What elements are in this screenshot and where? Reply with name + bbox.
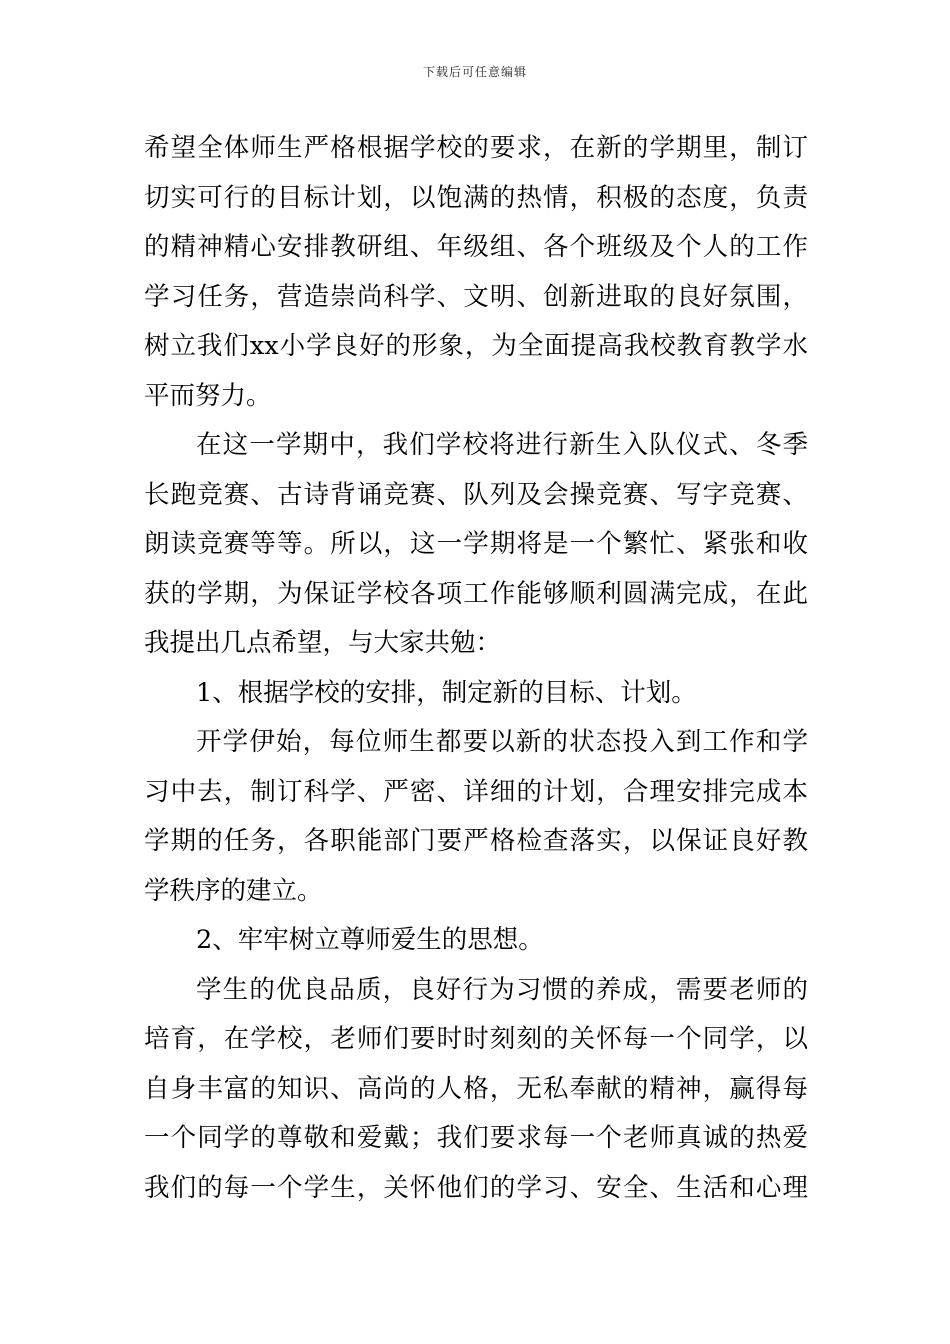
document-body [144, 124, 808, 1213]
page-header: 下载后可任意编辑 [422, 65, 527, 79]
paragraph-first-line: 开学伊始，每位师生都要以新的状态投入到工作和学 [196, 727, 808, 757]
section-heading-2: 2、牢牢树立尊师爱生的思想。 [196, 925, 544, 955]
text-line: 习中去，制订科学、严密、详细的计划，合理安排完成本 [144, 776, 808, 807]
text-line: 学期的任务，各职能部门要严格检查落实，以保证良好教 [144, 826, 808, 856]
text-line: 朗读竞赛等等。所以，这一学期将是一个繁忙、紧张和收 [144, 529, 808, 559]
text-line: 树立我们xx小学良好的形象，为全面提高我校教育教学水 [144, 331, 808, 361]
text-line: 我提出几点希望，与大家共勉： [144, 628, 502, 658]
text-line: 平而努力。 [144, 380, 272, 411]
text-line: 切实可行的目标计划，以饱满的热情，积极的态度，负责 [144, 182, 808, 213]
text-line: 希望全体师生严格根据学校的要求，在新的学期里，制订 [144, 133, 808, 163]
text-line: 培育，在学校，老师们要时时刻刻的关怀每一个同学，以 [144, 1024, 808, 1054]
paragraph-first-line: 在这一学期中，我们学校将进行新生入队仪式、冬季 [196, 430, 808, 460]
text-line: 学秩序的建立。 [144, 875, 323, 906]
text-line: 一个同学的尊敬和爱戴；我们要求每一个老师真诚的热爱 [144, 1123, 808, 1153]
paragraph-first-line: 学生的优良品质，良好行为习惯的养成，需要老师的 [196, 974, 808, 1005]
text-line: 自身丰富的知识、高尚的人格，无私奉献的精神，赢得每 [144, 1073, 808, 1104]
text-line: 的精神精心安排教研组、年级组、各个班级及个人的工作 [144, 232, 808, 262]
text-line: 我们的每一个学生，关怀他们的学习、安全、生活和心理 [144, 1172, 808, 1203]
text-line: 学习任务，营造崇尚科学、文明、创新进取的良好氛围， [144, 281, 808, 312]
section-heading-1: 1、根据学校的安排，制定新的目标、计划。 [196, 677, 697, 708]
text-line: 长跑竞赛、古诗背诵竞赛、队列及会操竞赛、写字竞赛、 [144, 479, 808, 510]
text-line: 获的学期，为保证学校各项工作能够顺利圆满完成，在此 [144, 578, 808, 609]
